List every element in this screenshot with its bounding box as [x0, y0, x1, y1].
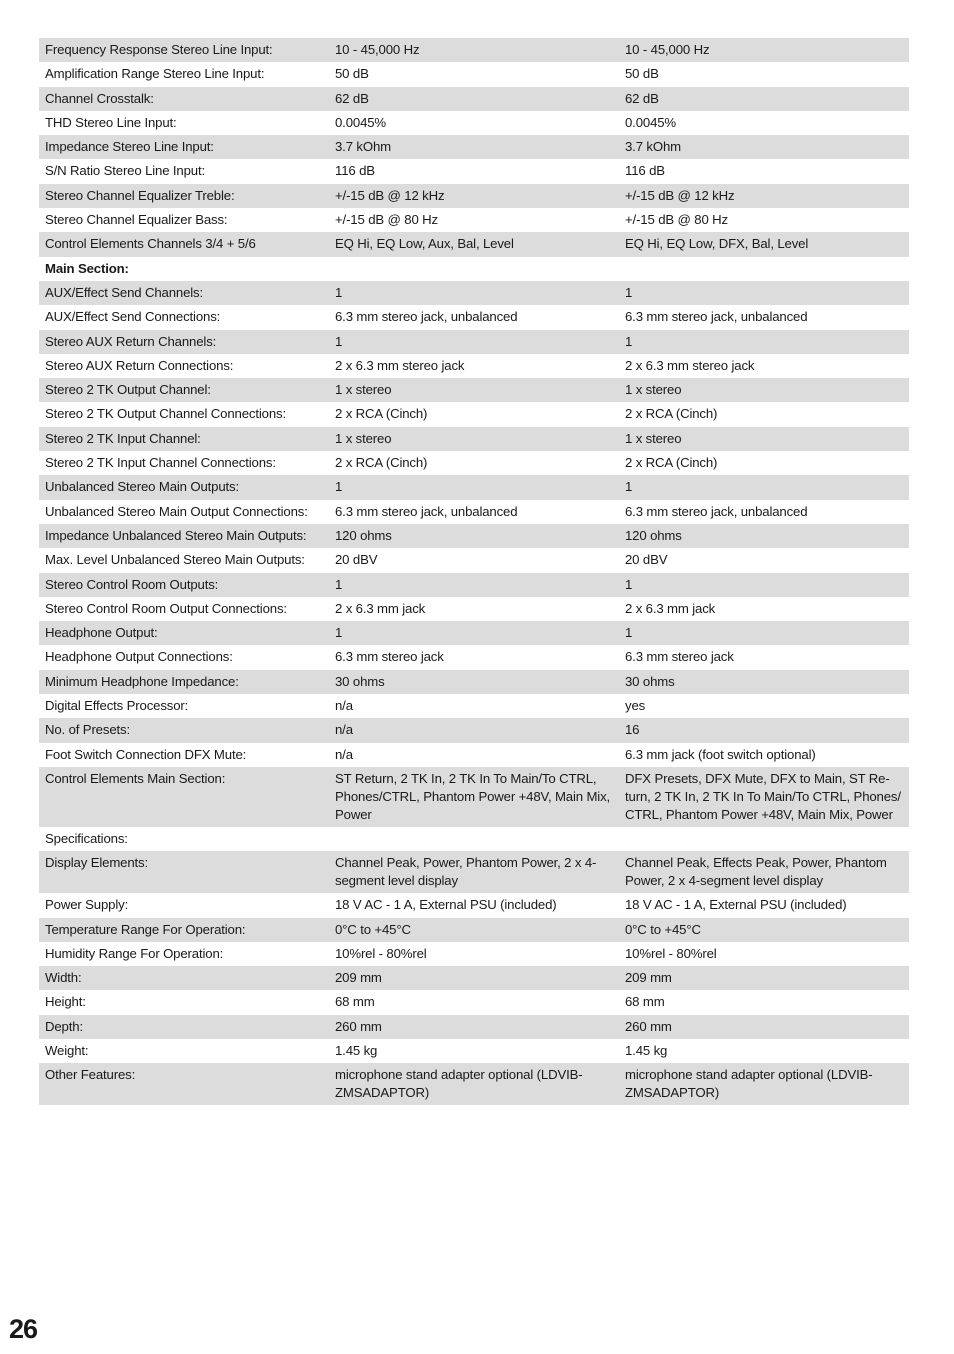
spec-value-b: [619, 257, 909, 281]
spec-row: [39, 184, 909, 208]
spec-value-a: 1 x stereo: [329, 427, 619, 451]
spec-value-b: Channel Peak, Effects Peak, Power, Phantom Power, 2 x 4-segment level display: [619, 851, 909, 893]
spec-value-b: 1: [619, 330, 909, 354]
spec-label: Width:: [39, 966, 329, 990]
spec-value-b: 1: [619, 281, 909, 305]
spec-row: [39, 1015, 909, 1039]
spec-label: Weight:: [39, 1039, 329, 1063]
spec-label: Digital Effects Processor:: [39, 694, 329, 718]
spec-row: [39, 548, 909, 572]
spec-value-b: 209 mm: [619, 966, 909, 990]
spec-value-b: [619, 827, 909, 851]
spec-row: [39, 1039, 909, 1063]
spec-value-a: n/a: [329, 694, 619, 718]
spec-value-b: 116 dB: [619, 159, 909, 183]
spec-value-a: 1: [329, 621, 619, 645]
spec-value-b: 2 x 6.3 mm stereo jack: [619, 354, 909, 378]
spec-value-a: 2 x 6.3 mm stereo jack: [329, 354, 619, 378]
spec-table: [39, 38, 909, 1105]
spec-row: [39, 451, 909, 475]
spec-label: Stereo Channel Equalizer Treble:: [39, 184, 329, 208]
spec-row: [39, 305, 909, 329]
spec-value-a: ST Return, 2 TK In, 2 TK In To Main/To CTRL, Phones/CTRL, Phantom Power +48V, Main Mix, Power: [329, 767, 619, 827]
spec-row: [39, 354, 909, 378]
spec-value-a: 1: [329, 281, 619, 305]
spec-label: Headphone Output:: [39, 621, 329, 645]
spec-row: [39, 87, 909, 111]
spec-label: Humidity Range For Operation:: [39, 942, 329, 966]
spec-value-a: n/a: [329, 743, 619, 767]
spec-value-b: 0.0045%: [619, 111, 909, 135]
spec-label: Stereo AUX Return Connections:: [39, 354, 329, 378]
spec-row: [39, 893, 909, 917]
spec-value-b: 120 ohms: [619, 524, 909, 548]
spec-row: [39, 402, 909, 426]
spec-value-a: 2 x RCA (Cinch): [329, 402, 619, 426]
spec-value-b: 1 x stereo: [619, 378, 909, 402]
spec-value-a: microphone stand adapter optional (LDVIB-ZMSADAPTOR): [329, 1063, 619, 1105]
spec-value-a: n/a: [329, 718, 619, 742]
spec-value-a: 18 V AC - 1 A, External PSU (included): [329, 893, 619, 917]
spec-row: [39, 257, 909, 281]
spec-label: Frequency Response Stereo Line Input:: [39, 38, 329, 62]
spec-value-a: +/-15 dB @ 80 Hz: [329, 208, 619, 232]
spec-value-b: 30 ohms: [619, 670, 909, 694]
spec-label: Stereo Control Room Output Connections:: [39, 597, 329, 621]
spec-value-a: 2 x 6.3 mm jack: [329, 597, 619, 621]
spec-value-a: 62 dB: [329, 87, 619, 111]
spec-value-a: 0.0045%: [329, 111, 619, 135]
spec-row: [39, 621, 909, 645]
spec-value-a: 6.3 mm stereo jack, unbalanced: [329, 500, 619, 524]
spec-table-body: [39, 38, 909, 1105]
spec-label: Stereo 2 TK Input Channel:: [39, 427, 329, 451]
spec-value-b: microphone stand adapter optional (LDVIB-ZMSADAPTOR): [619, 1063, 909, 1105]
spec-value-b: 18 V AC - 1 A, External PSU (included): [619, 893, 909, 917]
spec-value-b: 10%rel - 80%rel: [619, 942, 909, 966]
spec-row: [39, 159, 909, 183]
spec-row: [39, 208, 909, 232]
spec-value-b: 3.7 kOhm: [619, 135, 909, 159]
spec-label: THD Stereo Line Input:: [39, 111, 329, 135]
spec-value-a: 209 mm: [329, 966, 619, 990]
spec-value-a: 50 dB: [329, 62, 619, 86]
spec-value-a: 116 dB: [329, 159, 619, 183]
spec-value-b: 6.3 mm stereo jack: [619, 645, 909, 669]
spec-value-a: 1.45 kg: [329, 1039, 619, 1063]
spec-value-a: 20 dBV: [329, 548, 619, 572]
spec-label: Amplification Range Stereo Line Input:: [39, 62, 329, 86]
spec-row: [39, 966, 909, 990]
spec-label: Stereo 2 TK Output Channel:: [39, 378, 329, 402]
spec-row: [39, 670, 909, 694]
spec-label: Stereo AUX Return Channels:: [39, 330, 329, 354]
spec-row: [39, 573, 909, 597]
page-number: 26: [9, 1314, 38, 1344]
spec-value-a: EQ Hi, EQ Low, Aux, Bal, Level: [329, 232, 619, 256]
spec-label: Max. Level Unbalanced Stereo Main Outputs:: [39, 548, 329, 572]
spec-value-b: 62 dB: [619, 87, 909, 111]
spec-value-b: 2 x RCA (Cinch): [619, 402, 909, 426]
spec-value-a: +/-15 dB @ 12 kHz: [329, 184, 619, 208]
spec-label: Unbalanced Stereo Main Outputs:: [39, 475, 329, 499]
spec-value-b: 68 mm: [619, 990, 909, 1014]
spec-row: [39, 1063, 909, 1105]
spec-value-a: [329, 257, 619, 281]
spec-row: [39, 475, 909, 499]
spec-label: S/N Ratio Stereo Line Input:: [39, 159, 329, 183]
spec-row: [39, 645, 909, 669]
spec-value-b: EQ Hi, EQ Low, DFX, Bal, Level: [619, 232, 909, 256]
spec-label: Foot Switch Connection DFX Mute:: [39, 743, 329, 767]
spec-label: Stereo Channel Equalizer Bass:: [39, 208, 329, 232]
spec-label: Channel Crosstalk:: [39, 87, 329, 111]
spec-value-b: 0°C to +45°C: [619, 918, 909, 942]
spec-label: Unbalanced Stereo Main Output Connections:: [39, 500, 329, 524]
spec-row: [39, 597, 909, 621]
spec-label: Display Elements:: [39, 851, 329, 893]
spec-row: [39, 378, 909, 402]
spec-label: Height:: [39, 990, 329, 1014]
spec-label: Control Elements Channels 3/4 + 5/6: [39, 232, 329, 256]
spec-value-b: 1: [619, 573, 909, 597]
spec-label: Stereo 2 TK Input Channel Connections:: [39, 451, 329, 475]
spec-value-a: 260 mm: [329, 1015, 619, 1039]
spec-value-b: 2 x RCA (Cinch): [619, 451, 909, 475]
spec-row: [39, 232, 909, 256]
spec-row: [39, 38, 909, 62]
spec-value-b: DFX Presets, DFX Mute, DFX to Main, ST Re-turn, 2 TK In, 2 TK In To Main/To CTRL, Phones/ CTRL, Phantom Power +48V, Main Mix, Power: [619, 767, 909, 827]
spec-value-b: 1: [619, 475, 909, 499]
spec-row: [39, 942, 909, 966]
spec-value-b: 260 mm: [619, 1015, 909, 1039]
spec-value-b: 6.3 mm jack (foot switch optional): [619, 743, 909, 767]
spec-row: [39, 135, 909, 159]
spec-row: [39, 767, 909, 827]
spec-row: [39, 500, 909, 524]
spec-value-a: 10%rel - 80%rel: [329, 942, 619, 966]
spec-label: AUX/Effect Send Connections:: [39, 305, 329, 329]
spec-value-a: 1: [329, 475, 619, 499]
spec-label: Control Elements Main Section:: [39, 767, 329, 827]
spec-value-a: Channel Peak, Power, Phantom Power, 2 x 4-segment level display: [329, 851, 619, 893]
spec-row: [39, 281, 909, 305]
spec-value-b: yes: [619, 694, 909, 718]
spec-value-b: 6.3 mm stereo jack, unbalanced: [619, 500, 909, 524]
spec-value-a: 10 - 45,000 Hz: [329, 38, 619, 62]
spec-value-b: +/-15 dB @ 12 kHz: [619, 184, 909, 208]
spec-value-b: 1.45 kg: [619, 1039, 909, 1063]
spec-row: [39, 743, 909, 767]
spec-value-a: 6.3 mm stereo jack: [329, 645, 619, 669]
spec-label: Stereo Control Room Outputs:: [39, 573, 329, 597]
spec-label: Stereo 2 TK Output Channel Connections:: [39, 402, 329, 426]
spec-value-a: 68 mm: [329, 990, 619, 1014]
spec-value-a: 120 ohms: [329, 524, 619, 548]
spec-value-b: 6.3 mm stereo jack, unbalanced: [619, 305, 909, 329]
spec-label: Main Section:: [39, 257, 329, 281]
spec-label: Specifications:: [39, 827, 329, 851]
spec-value-b: 20 dBV: [619, 548, 909, 572]
spec-value-a: 3.7 kOhm: [329, 135, 619, 159]
spec-value-b: 50 dB: [619, 62, 909, 86]
spec-label: Minimum Headphone Impedance:: [39, 670, 329, 694]
spec-value-a: 30 ohms: [329, 670, 619, 694]
spec-label: Impedance Stereo Line Input:: [39, 135, 329, 159]
spec-label: No. of Presets:: [39, 718, 329, 742]
spec-value-b: 16: [619, 718, 909, 742]
spec-row: [39, 718, 909, 742]
spec-value-a: 6.3 mm stereo jack, unbalanced: [329, 305, 619, 329]
spec-value-b: 1: [619, 621, 909, 645]
spec-value-b: 10 - 45,000 Hz: [619, 38, 909, 62]
spec-row: [39, 694, 909, 718]
spec-label: Power Supply:: [39, 893, 329, 917]
spec-value-b: 1 x stereo: [619, 427, 909, 451]
spec-label: Impedance Unbalanced Stereo Main Outputs:: [39, 524, 329, 548]
spec-value-a: [329, 827, 619, 851]
spec-label: Depth:: [39, 1015, 329, 1039]
spec-row: [39, 918, 909, 942]
spec-row: [39, 62, 909, 86]
spec-value-a: 1: [329, 330, 619, 354]
spec-value-a: 2 x RCA (Cinch): [329, 451, 619, 475]
spec-row: [39, 827, 909, 851]
spec-row: [39, 111, 909, 135]
spec-label: Temperature Range For Operation:: [39, 918, 329, 942]
spec-value-b: +/-15 dB @ 80 Hz: [619, 208, 909, 232]
spec-row: [39, 427, 909, 451]
spec-label: Other Features:: [39, 1063, 329, 1105]
spec-label: Headphone Output Connections:: [39, 645, 329, 669]
spec-value-a: 0°C to +45°C: [329, 918, 619, 942]
spec-label: AUX/Effect Send Channels:: [39, 281, 329, 305]
spec-row: [39, 524, 909, 548]
spec-row: [39, 990, 909, 1014]
spec-row: [39, 851, 909, 893]
spec-value-a: 1 x stereo: [329, 378, 619, 402]
spec-value-a: 1: [329, 573, 619, 597]
spec-row: [39, 330, 909, 354]
spec-value-b: 2 x 6.3 mm jack: [619, 597, 909, 621]
